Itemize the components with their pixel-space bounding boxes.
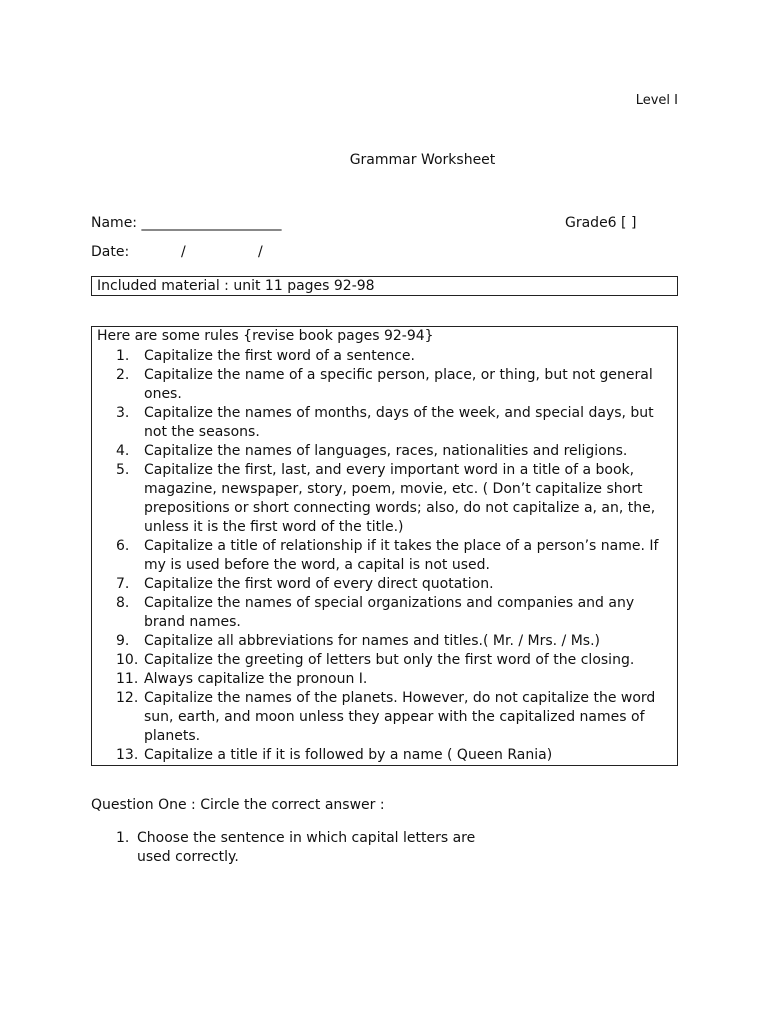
rule-text: Capitalize the greeting of letters but only the first word of the closing.	[144, 652, 635, 668]
rule-item	[92, 746, 677, 765]
worksheet-title: Grammar Worksheet	[349, 152, 496, 168]
rule-text: Capitalize a title of relationship if it takes the place of a person’s name. If my is used before the word, a capital is not used.	[144, 538, 659, 573]
level-label: Level I	[635, 93, 678, 108]
rule-text: Capitalize the name of a specific person, place, or thing, but not general ones.	[144, 367, 653, 402]
rule-item	[92, 366, 677, 404]
rule-text: Capitalize the first, last, and every important word in a title of a book, magazine, newspaper, story, poem, movie, etc. ( Don’t capitalize short prepositions or short connecting words; also, do not capitalize a, an, the, unless it is the first word of the title.)	[144, 462, 656, 535]
rule-number: 11.	[116, 671, 139, 687]
date-label: Date:	[91, 244, 130, 260]
rule-text: Capitalize the first word of every direct quotation.	[144, 576, 494, 592]
rule-number: 9.	[116, 633, 130, 649]
rule-text: Always capitalize the pronoun I.	[144, 671, 368, 687]
rule-text: Capitalize the names of the planets. However, do not capitalize the word sun, earth, and moon unless they appear with the capitalized names of planets.	[144, 690, 656, 744]
rule-item	[92, 461, 677, 537]
rule-number: 8.	[116, 595, 130, 611]
rule-number: 2.	[116, 367, 130, 383]
rule-number: 1.	[116, 348, 130, 364]
rules-list	[92, 347, 677, 765]
rule-item	[92, 594, 677, 632]
included-material-text: Included material : unit 11 pages 92-98	[97, 278, 375, 294]
rules-intro: Here are some rules {revise book pages 92-94}	[97, 328, 434, 344]
rule-text: Capitalize the first word of a sentence.	[144, 348, 415, 364]
rule-text: Capitalize the names of special organizations and companies and any brand names.	[144, 595, 635, 630]
grade-field-label: Grade6 [ ]	[565, 215, 637, 231]
rule-text: Capitalize the names of months, days of the week, and special days, but not the seasons.	[144, 405, 654, 440]
rule-number: 10.	[116, 652, 139, 668]
rule-number: 6.	[116, 538, 130, 554]
date-separator: /	[258, 244, 263, 260]
rule-number: 4.	[116, 443, 130, 459]
rule-item	[92, 347, 677, 366]
rule-item	[92, 404, 677, 442]
included-material-box	[91, 276, 678, 296]
rule-number: 5.	[116, 462, 130, 478]
rule-item	[92, 670, 677, 689]
rule-item	[92, 651, 677, 670]
question-text: Choose the sentence in which capital letters are used correctly.	[137, 830, 476, 865]
question-item	[91, 829, 511, 867]
rule-item	[92, 537, 677, 575]
rules-box	[91, 326, 678, 766]
rule-item	[92, 689, 677, 746]
question-number: 1.	[116, 830, 130, 846]
date-row	[91, 244, 263, 260]
rule-text: Capitalize a title if it is followed by a name ( Queen Rania)	[144, 747, 553, 763]
rule-item	[92, 442, 677, 461]
rule-number: 3.	[116, 405, 130, 421]
rule-text: Capitalize all abbreviations for names and titles.( Mr. / Mrs. / Ms.)	[144, 633, 600, 649]
rule-text: Capitalize the names of languages, races, nationalities and religions.	[144, 443, 628, 459]
question-one-heading: Question One : Circle the correct answer :	[91, 797, 385, 813]
rule-number: 13.	[116, 747, 139, 763]
date-separator: /	[181, 244, 186, 260]
rule-item	[92, 632, 677, 651]
rule-number: 12.	[116, 690, 139, 706]
name-field-label: Name: ____________________	[91, 215, 282, 231]
rule-number: 7.	[116, 576, 130, 592]
rule-item	[92, 575, 677, 594]
